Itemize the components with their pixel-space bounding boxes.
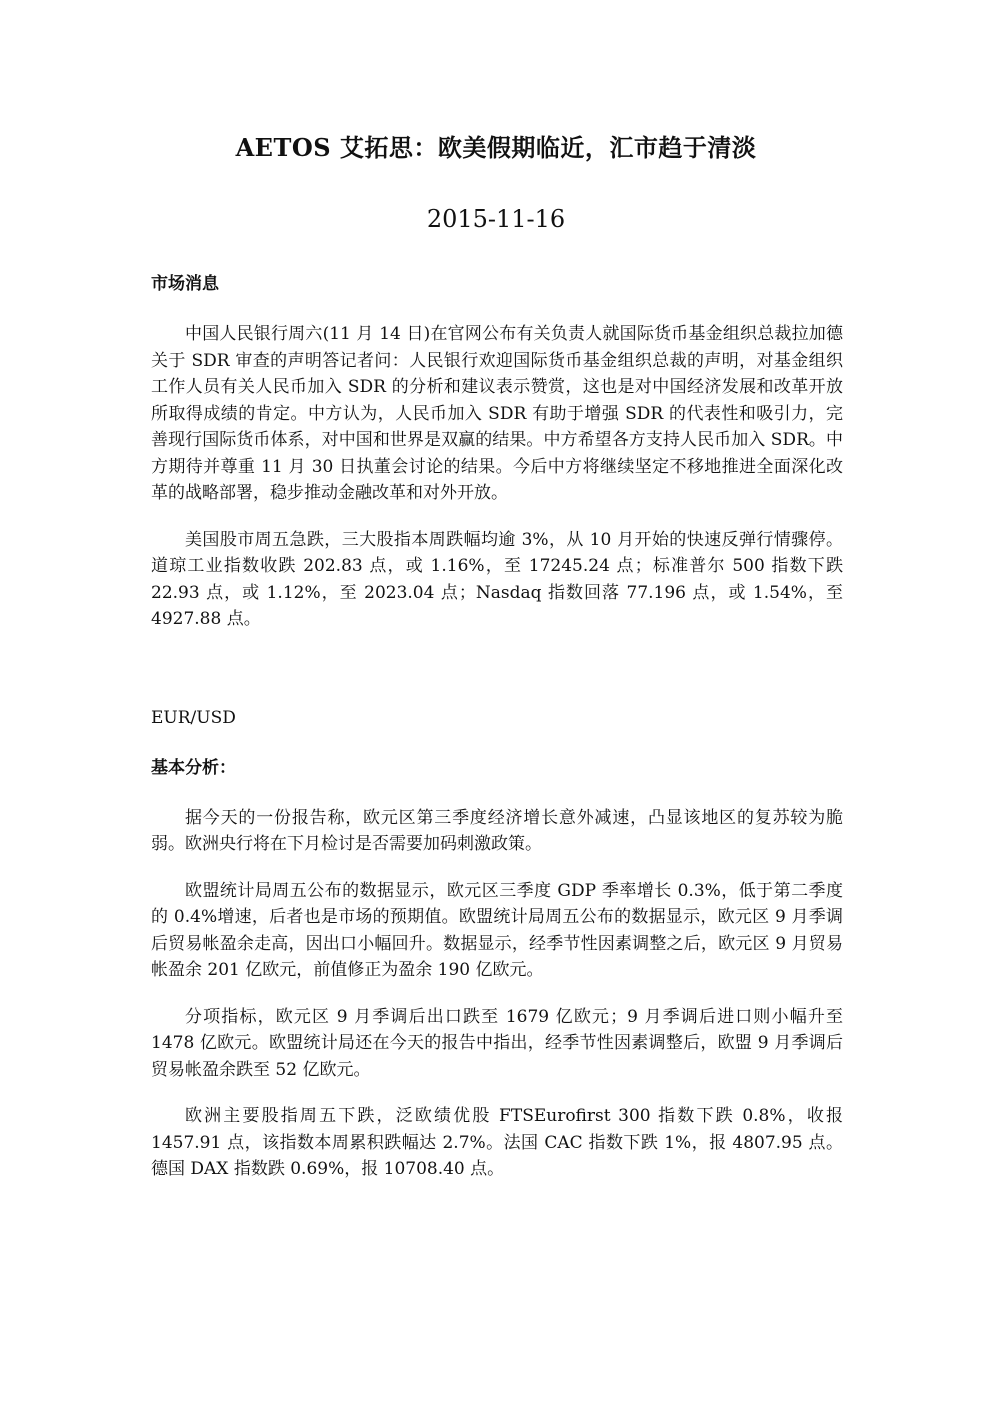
paragraph: 分项指标，欧元区 9 月季调后出口跌至 1679 亿欧元；9 月季调后进口则小幅升至 1478 亿欧元。欧盟统计局还在今天的报告中指出，经季节性因素调整后，欧盟 9 月季调后贸易帐盈余跌至 52 亿欧元。: [151, 1006, 843, 1080]
currency-pair-label: EUR/USD: [151, 707, 236, 728]
paragraph: 欧洲主要股指周五下跌，泛欧绩优股 FTSEurofirst 300 指数下跌 0.8%，收报 1457.91 点，该指数本周累积跌幅达 2.7%。法国 CAC 指数下跌 1%，报 4807.95 点。德国 DAX 指数跌 0.69%，报 10708.40 点。: [151, 1106, 843, 1179]
paragraph: 欧盟统计局周五公布的数据显示，欧元区三季度 GDP 季率增长 0.3%，低于第二季度的 0.4%增速，后者也是市场的预期值。欧盟统计局周五公布的数据显示，欧元区 9 月季调后贸易帐盈余走高，因出口小幅回升。数据显示，经季节性因素调整之后，欧元区 9 月贸易帐盈余 201 亿欧元，前值修正为盈余 190 亿欧元。: [151, 880, 843, 980]
document-body: [151, 271, 843, 1183]
document-date: 2015-11-16: [426, 205, 566, 233]
paragraph: 据今天的一份报告称，欧元区第三季度经济增长意外减速，凸显该地区的复苏较为脆弱。欧洲央行将在下月检讨是否需要加码刺激政策。: [151, 807, 843, 854]
document-title: AETOS 艾拓思：欧美假期临近，汇市趋于清淡: [235, 133, 757, 162]
paragraph: 中国人民银行周六(11 月 14 日)在官网公布有关负责人就国际货币基金组织总裁拉加德关于 SDR 审查的声明答记者问：人民银行欢迎国际货币基金组织总裁的声明，对基金组织工作人员有关人民币加入 SDR 的分析和建议表示赞赏，这也是对中国经济发展和改革开放所取得成绩的肯定。中方认为，人民币加入 SDR 有助于增强 SDR 的代表性和吸引力，完善现行国际货币体系，对中国和世界是双赢的结果。中方希望各方支持人民币加入 SDR。中方期待并尊重 11 月 30 日执董会讨论的结果。今后中方将继续坚定不移地推进全面深化改革的战略部署，稳步推动金融改革和对外开放。: [151, 324, 843, 503]
section-heading-market-news: 市场消息: [151, 274, 219, 294]
section-heading-fundamental-analysis: 基本分析：: [151, 757, 236, 778]
paragraph: 美国股市周五急跌，三大股指本周跌幅均逾 3%，从 10 月开始的快速反弹行情骤停。道琼工业指数收跌 202.83 点，或 1.16%，至 17245.24 点；标准普尔 500 指数下跌 22.93 点，或 1.12%，至 2023.04 点；Nasdaq 指数回落 77.196 点，或 1.54%，至 4927.88 点。: [151, 529, 843, 629]
